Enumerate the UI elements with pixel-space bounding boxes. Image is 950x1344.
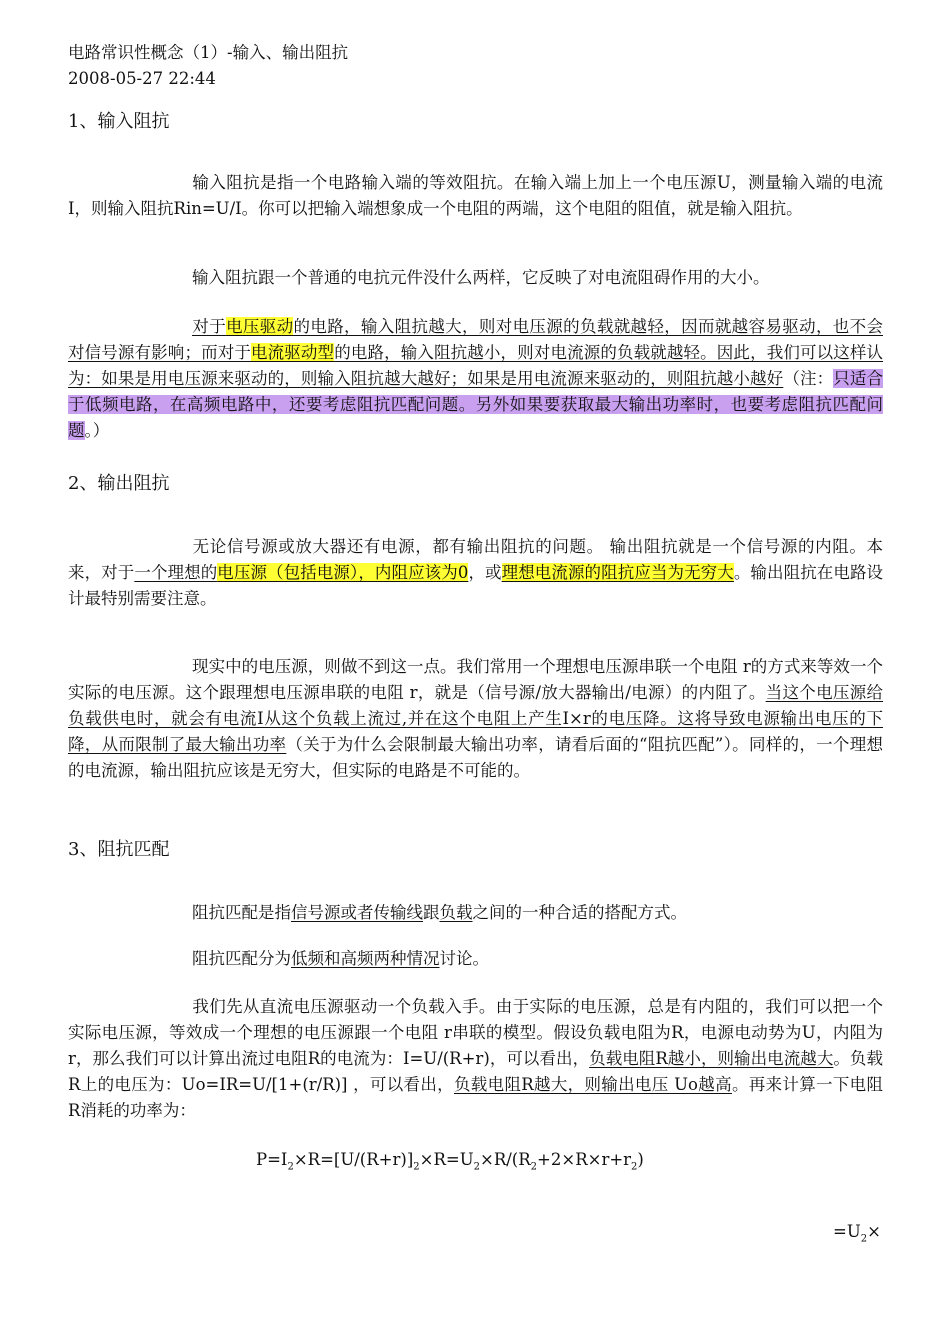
text: 2 xyxy=(287,1161,294,1173)
text: 讨论。 xyxy=(439,949,489,968)
text: 。输出阻抗在电路设计最特别需要注意。 xyxy=(68,563,884,608)
text: 之间的一种合适的搭配方式。 xyxy=(472,903,687,922)
text: （注： xyxy=(783,369,834,388)
paragraph-input-impedance-2 xyxy=(68,265,883,291)
text: ×R/(R xyxy=(480,1150,531,1169)
text: 2 xyxy=(413,1161,420,1173)
paragraph-matching-3 xyxy=(68,994,883,1124)
text: × xyxy=(867,1222,881,1241)
highlight-voltage-drive: 电压驱动 xyxy=(226,317,294,336)
power-formula xyxy=(256,1150,644,1172)
text: 阻抗匹配分为 xyxy=(192,949,291,968)
text: 2 xyxy=(530,1161,538,1173)
text: （关于为什么会限制最大输出功率，请看后面的“阻抗匹配”）。同样的，一个理想的电流源，输出阻抗应该是无穷大，但实际的电路是不可能的。 xyxy=(68,735,884,780)
text: 2 xyxy=(473,1161,480,1173)
section-heading-2: 2、输出阻抗 xyxy=(68,473,170,494)
text: 负载 xyxy=(439,903,473,922)
text: 当这个电压源给负载供电时，就会有电流I从这个负载上流过,并在这个电阻上产生I×r的电压降。这将导致电源输出电压的下降，从而限制了最大输出功率 xyxy=(68,683,883,754)
paragraph-input-impedance-def xyxy=(68,170,883,222)
highlight-voltage-source: 电压源（包括电源），内阻应该为0 xyxy=(217,563,469,582)
text: 负载电阻R越小，则输出电流越大 xyxy=(589,1049,834,1068)
paragraph-output-impedance-1 xyxy=(68,534,883,612)
text: 。） xyxy=(84,421,110,440)
highlight-current-drive: 电流驱动型 xyxy=(251,343,335,362)
text: 。再来计算一下电阻 R消耗的功率为： xyxy=(68,1075,883,1120)
text: 对于 xyxy=(192,317,227,336)
text: 无论信号源或放大器还有电源，都有输出阻抗的问题。 输出阻抗就是一个信号源的内阻。本来，对于 xyxy=(68,537,883,582)
section-heading-1: 1、输入阻抗 xyxy=(68,111,170,132)
text: =U xyxy=(833,1222,861,1241)
text: 的电路，输入阻抗越大，则对电压源的负载就越轻，因而就越容易驱动，也不会对信号源有影响；而对于 xyxy=(68,317,884,362)
power-formula-continued xyxy=(833,1222,881,1244)
paragraph-matching-1 xyxy=(68,900,883,926)
text: ×R=[U/(R+r)] xyxy=(293,1150,414,1169)
text: 输入阻抗跟一个普通的电抗元件没什么两样，它反映了对电流阻碍作用的大小。 xyxy=(192,268,770,287)
text: 一个理想的 xyxy=(134,563,218,582)
text: 我们先从直流电压源驱动一个负载入手。由于实际的电压源，总是有内阻的，我们可以把一个实际电压源，等效成一个理想的电压源跟一个电阻 r串联的模型。假设负载电阻为R，电源电动势为U，内阻为r，那么我们可以计算出流过电阻R的电流为：I=U/(R+r)，可以看出， xyxy=(68,997,883,1068)
text: 负载电阻R越大，则输出电压 Uo越高 xyxy=(453,1075,732,1094)
text: 阻抗匹配是指 xyxy=(192,903,291,922)
text: 信号源或者传输线 xyxy=(291,903,423,922)
doc-title: 电路常识性概念（1）-输入、输出阻抗 xyxy=(68,43,349,62)
paragraph-matching-2 xyxy=(68,946,883,972)
text: P=I xyxy=(256,1150,288,1169)
text: 输入阻抗是指一个电路输入端的等效阻抗。在输入端上加上一个电压源U，测量输入端的电流I，则输入阻抗Rin=U/I。你可以把输入端想象成一个电阻的两端，这个电阻的阻值，就是输入阻抗。 xyxy=(68,173,883,218)
doc-date: 2008-05-27 22:44 xyxy=(68,69,216,88)
text: 2 xyxy=(860,1233,868,1245)
text: 的电路，输入阻抗越小，则对电流源的负载就越轻。因此，我们可以这样认为：如果是用电压源来驱动的，则输入阻抗越大越好；如果是用电流源来驱动的，则阻抗越小越好 xyxy=(68,343,884,388)
paragraph-input-impedance-3 xyxy=(68,314,883,444)
paragraph-output-impedance-2 xyxy=(68,654,883,784)
text: ×R=U xyxy=(419,1150,474,1169)
text: 低频和高频两种情况 xyxy=(291,949,440,968)
text: 跟 xyxy=(423,903,440,922)
highlight-current-source: 理想电流源的阻抗应当为无穷大 xyxy=(501,563,734,582)
highlight-note: 只适合于低频电路，在高频电路中，还要考虑阻抗匹配问题。另外如果要获取最大输出功率时，也要考虑阻抗匹配问题 xyxy=(68,369,884,440)
text: 现实中的电压源，则做不到这一点。我们常用一个理想电压源串联一个电阻 r的方式来等效一个实际的电压源。这个跟理想电压源串联的电阻 r，就是（信号源/放大器输出/电源）的内阻了。 xyxy=(68,657,883,702)
text: ，或 xyxy=(468,563,502,582)
text: 2 xyxy=(631,1161,638,1173)
document-header xyxy=(68,40,882,92)
text xyxy=(68,317,883,388)
section-heading-3: 3、阻抗匹配 xyxy=(68,839,170,860)
text: +2×R×r+r xyxy=(537,1150,632,1169)
text: 。负载 R上的电压为：Uo=IR=U/[1+(r/R)] ，可以看出， xyxy=(68,1049,883,1094)
text: ) xyxy=(637,1150,644,1169)
